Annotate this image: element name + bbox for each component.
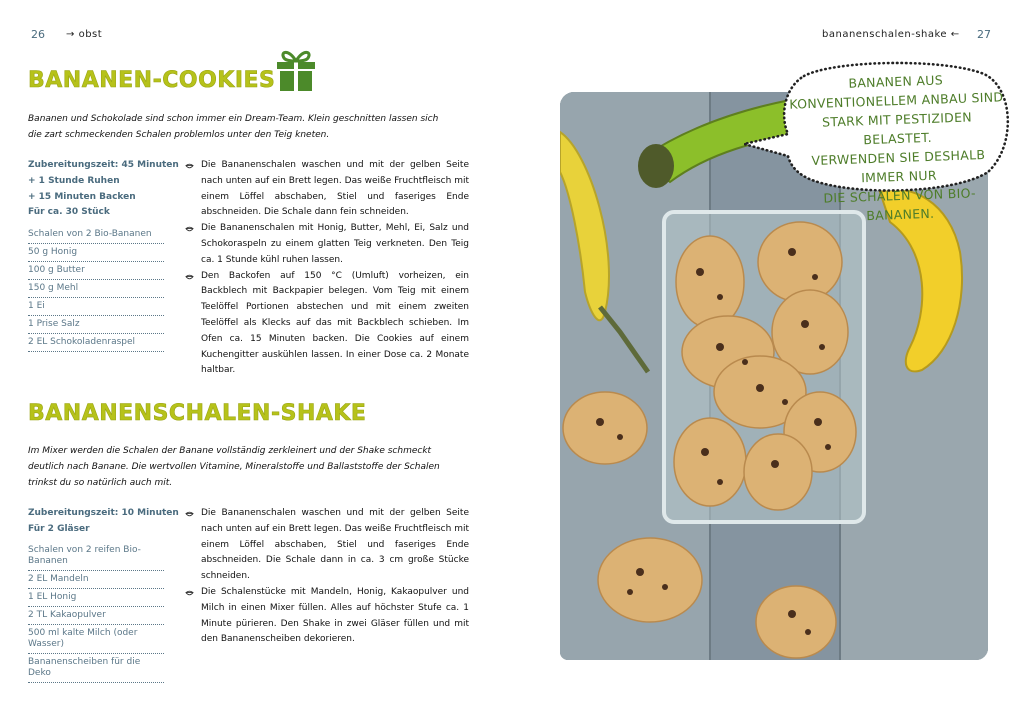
tip-line: DIE SCHALEN VON BIO-BANANEN. <box>823 185 977 224</box>
spoon-bullet-icon <box>185 589 194 597</box>
page-number-right: 27 <box>977 28 991 41</box>
tip-text <box>787 68 1008 227</box>
ingredient-item: 50 g Honig <box>28 244 164 262</box>
ingredient-item: 1 Ei <box>28 298 164 316</box>
tip-line: VERWENDEN SIE DESHALB IMMER NUR <box>811 146 986 186</box>
ingredient-item: 2 EL Mandeln <box>28 571 164 589</box>
ingredient-item: Bananenscheiben für die Deko <box>28 654 164 683</box>
recipe-meta-shake <box>28 506 179 538</box>
recipe-intro-shake: Im Mixer werden die Schalen der Banane vollständig zerkleinert und der Shake schmeckt deutlich nach Banane. Die wertvollen Vitamine, Mineralstoffe und Ballaststoffe der Schalen trinkst du so natürlich auch mit. <box>28 446 440 488</box>
section-label-right: bananenschalen-shake <box>822 29 948 40</box>
step-item: Die Schalenstücke mit Mandeln, Honig, Kakaopulver und Milch in einen Mixer füllen. Alles auf höchster Stufe ca. 1 Minute pürieren. Den Shake in zwei Gläser füllen und mit den Bananenscheiben dekorieren. <box>185 585 469 648</box>
ingredient-item: 1 EL Honig <box>28 589 164 607</box>
step-list-shake <box>185 506 469 648</box>
yield: Für ca. 30 Stück <box>28 207 110 218</box>
spoon-bullet-icon <box>185 162 194 170</box>
recipe-title-shake: BANANENSCHALEN-SHAKE <box>28 401 367 426</box>
ingredient-item: Schalen von 2 reifen Bio-Bananen <box>28 542 164 571</box>
recipe-title-cookies: BANANEN-COOKIES <box>28 68 276 93</box>
running-head-right <box>822 29 960 40</box>
ingredient-item: 100 g Butter <box>28 262 164 280</box>
ingredient-item: 500 ml kalte Milch (oder Wasser) <box>28 625 164 654</box>
gift-icon <box>274 46 318 92</box>
spoon-bullet-icon <box>185 225 194 233</box>
tip-line: STARK MIT PESTIZIDEN BELASTET. <box>821 109 973 148</box>
prep-time: Zubereitungszeit: 45 Minuten <box>28 160 179 170</box>
ingredient-item: 2 TL Kakaopulver <box>28 607 164 625</box>
step-item: Die Bananenschalen waschen und mit der gelben Seite nach unten auf ein Brett legen. Das weiße Fruchtfleisch mit einem Löffel abschaben, Stiel und faseriges Ende abschneiden. Die Schale dann fein schneiden. <box>185 158 469 221</box>
ingredient-item: 1 Prise Salz <box>28 316 164 334</box>
step-list-cookies <box>185 158 469 379</box>
ingredient-item: 150 g Mehl <box>28 280 164 298</box>
spoon-bullet-icon <box>185 273 194 281</box>
yield: Für 2 Gläser <box>28 523 90 534</box>
spoon-bullet-icon <box>185 510 194 518</box>
tip-line: KONVENTIONELLEM ANBAU SIND <box>789 89 1004 112</box>
tip-line: BANANEN AUS <box>848 72 944 91</box>
step-item: Den Backofen auf 150 °C (Umluft) vorheizen, ein Backblech mit Backpapier belegen. Vom Teig mit einem Teelöffel Portionen abstechen und mit einem zweiten Teelöffel als Klecks auf das mit Backblech schieben. Im Ofen ca. 15 Minuten backen. Die Cookies auf einem Kuchengitter auskühlen lassen. In einer Dose ca. 2 Monate haltbar. <box>185 269 469 380</box>
arrow-left-icon: ← <box>950 29 960 40</box>
arrow-right-icon: → <box>66 29 75 40</box>
step-item: Die Bananenschalen waschen und mit der gelben Seite nach unten auf ein Brett legen. Das weiße Fruchtfleisch mit einem Löffel abschaben, Stiel und faseriges Ende abschneiden. Die Schale dann in ca. 3 cm große Stücke schneiden. <box>185 506 469 585</box>
rest-time: + 1 Stunde Ruhen <box>28 175 120 186</box>
prep-time: Zubereitungszeit: 10 Minuten <box>28 508 179 518</box>
bake-time: + 15 Minuten Backen <box>28 191 136 202</box>
ingredient-item: 2 EL Schokoladenraspel <box>28 334 164 352</box>
recipe-meta-cookies <box>28 158 179 221</box>
running-head-left <box>66 29 102 40</box>
ingredient-list-cookies <box>28 226 164 352</box>
ingredient-list-shake <box>28 542 164 683</box>
recipe-intro-cookies: Bananen und Schokolade sind schon immer ein Dream-Team. Klein geschnitten lassen sich die zart schmeckenden Schalen problemlos unter den Teig kneten. <box>28 114 439 140</box>
section-label-left: obst <box>78 29 103 40</box>
page-number-left: 26 <box>31 28 45 41</box>
step-item: Die Bananenschalen mit Honig, Butter, Mehl, Ei, Salz und Schokoraspeln zu einem glatten Teig verkneten. Den Teig ca. 1 Stunde kühl ruhen lassen. <box>185 221 469 268</box>
ingredient-item: Schalen von 2 Bio-Bananen <box>28 226 164 244</box>
